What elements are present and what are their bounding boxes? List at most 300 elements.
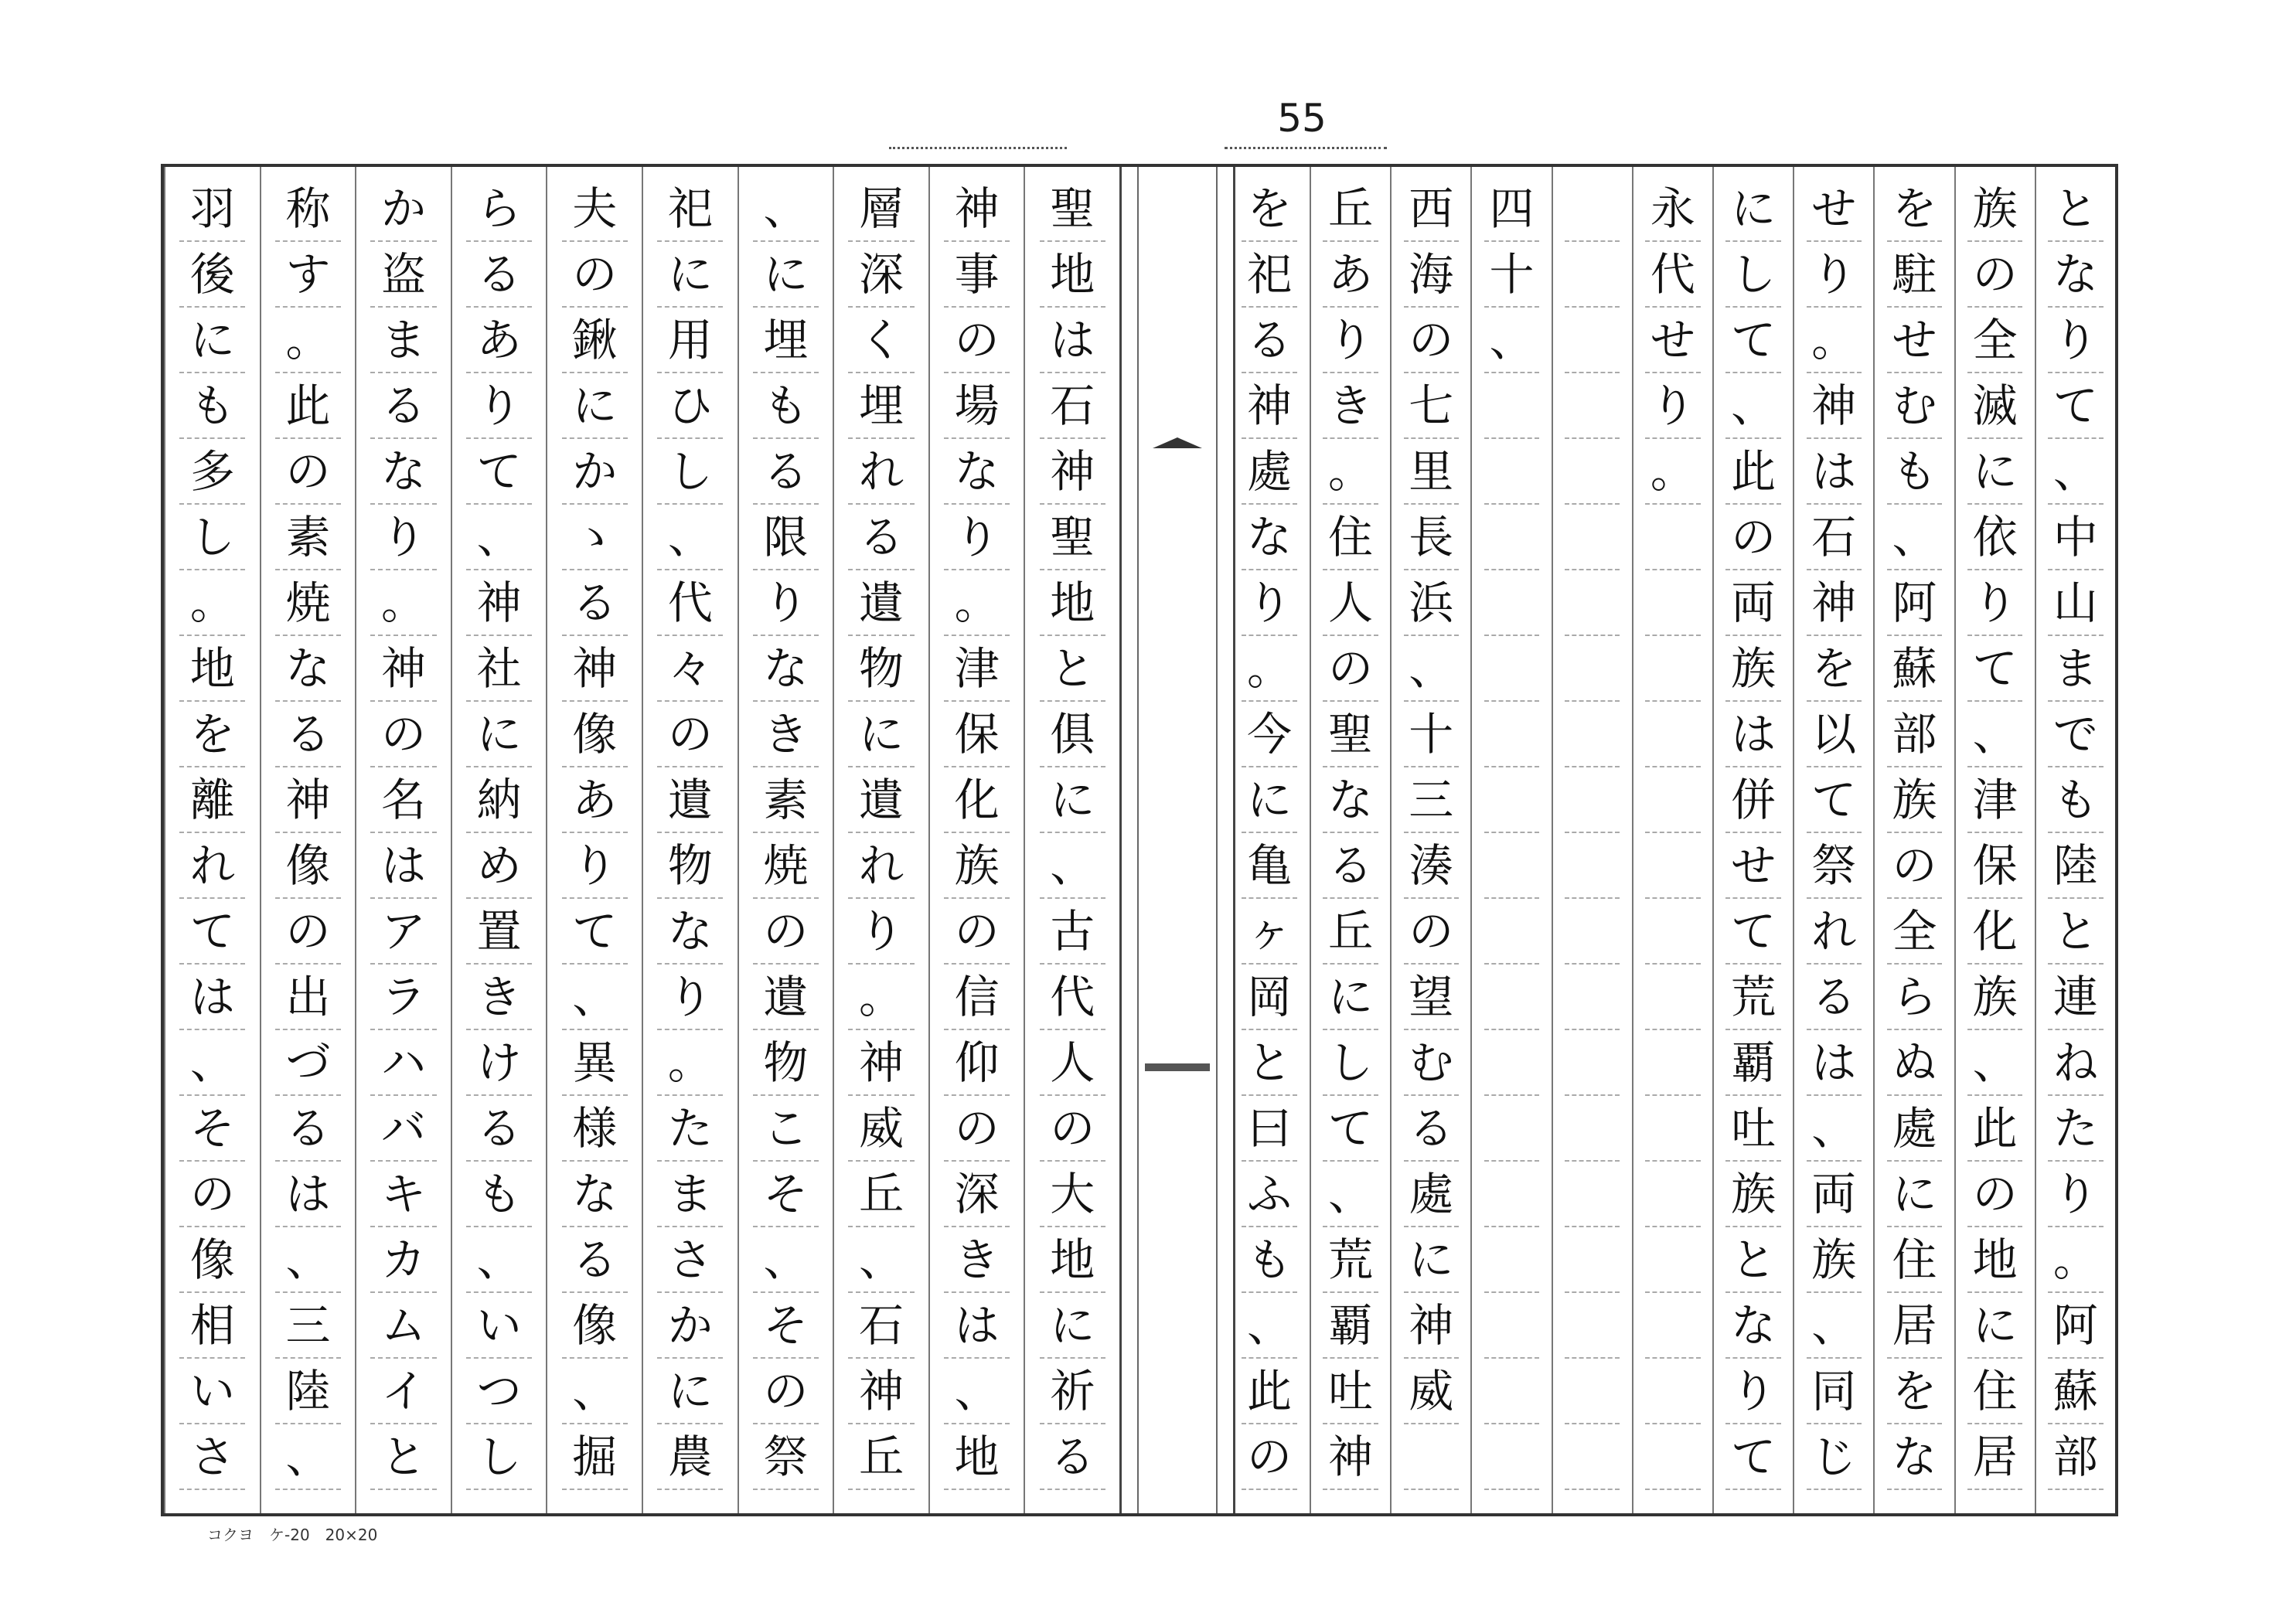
grid-cell: 名 — [370, 767, 436, 833]
grid-cell: た — [2048, 1096, 2104, 1162]
grid-cell: 居 — [1887, 1293, 1943, 1359]
grid-cell: る — [1242, 308, 1298, 373]
grid-cell: り — [2048, 308, 2104, 373]
grid-cell: ア — [370, 899, 436, 965]
grid-cell: も — [179, 373, 245, 439]
grid-cell — [1565, 1293, 1620, 1359]
grid-cell: に — [1725, 176, 1781, 242]
grid-cell: 像 — [275, 833, 341, 899]
grid-cell: 居 — [1967, 1424, 2023, 1490]
grid-cell: 像 — [562, 1293, 628, 1359]
grid-cell: る — [466, 242, 532, 308]
grid-cell: 住 — [1323, 505, 1378, 570]
grid-cell: 、 — [275, 1227, 341, 1293]
grid-cell — [1565, 702, 1620, 767]
grid-cell: 相 — [179, 1293, 245, 1359]
grid-cell: 掘 — [562, 1424, 628, 1490]
grid-cell: 全 — [1967, 308, 2023, 373]
grid-cell: い — [179, 1359, 245, 1424]
grid-cell — [1645, 570, 1701, 636]
grid-cell: 祀 — [1242, 242, 1298, 308]
grid-cell: 代 — [657, 570, 723, 636]
grid-cell: て — [1323, 1096, 1378, 1162]
grid-cell: に — [1040, 767, 1105, 833]
grid-cell: れ — [848, 439, 914, 505]
grid-cell: 多 — [179, 439, 245, 505]
center-spine — [1119, 167, 1235, 1513]
grid-cell: 置 — [466, 899, 532, 965]
grid-cell: し — [1323, 1030, 1378, 1096]
spine-line — [1137, 167, 1139, 1513]
grid-cell: 、 — [944, 1359, 1010, 1424]
grid-cell: バ — [370, 1096, 436, 1162]
grid-cell: 焼 — [753, 833, 819, 899]
grid-cell: 丘 — [1323, 899, 1378, 965]
grid-cell: 。 — [657, 1030, 723, 1096]
grid-cell: 陸 — [275, 1359, 341, 1424]
grid-cell: の — [1404, 899, 1460, 965]
grid-cell: 三 — [1404, 767, 1460, 833]
grid-cell: か — [370, 176, 436, 242]
grid-cell — [1645, 1162, 1701, 1227]
grid-cell — [1645, 965, 1701, 1030]
grid-cell: の — [1404, 308, 1460, 373]
grid-cell: と — [1242, 1030, 1298, 1096]
grid-cell: 覇 — [1725, 1030, 1781, 1096]
grid-cell: 祈 — [1040, 1359, 1105, 1424]
grid-cell: ゝ — [562, 505, 628, 570]
grid-cell: 化 — [1967, 899, 2023, 965]
grid-cell: 阿 — [2048, 1293, 2104, 1359]
grid-cell: 族 — [1725, 1162, 1781, 1227]
grid-cell: は — [1807, 439, 1862, 505]
grid-cell: 聖 — [1323, 702, 1378, 767]
grid-cell: の — [1725, 505, 1781, 570]
grid-cell: 両 — [1725, 570, 1781, 636]
grid-cell: 、 — [1404, 636, 1460, 702]
grid-cell: 族 — [1725, 636, 1781, 702]
grid-cell: 様 — [562, 1096, 628, 1162]
grid-cell: 中 — [2048, 505, 2104, 570]
grid-cell: 遺 — [753, 965, 819, 1030]
grid-cell: て — [1725, 308, 1781, 373]
grid-cell: 聖 — [1040, 505, 1105, 570]
grid-cell — [1484, 1227, 1540, 1293]
grid-cell: 、 — [848, 1227, 914, 1293]
grid-cell: り — [657, 965, 723, 1030]
grid-cell: も — [753, 373, 819, 439]
grid-cell: に — [1404, 1227, 1460, 1293]
grid-cell: 蘇 — [1887, 636, 1943, 702]
left-half-grid — [164, 167, 1119, 1513]
grid-cell — [1484, 767, 1540, 833]
grid-cell: の — [275, 899, 341, 965]
grid-cell: 異 — [562, 1030, 628, 1096]
grid-cell: り — [1323, 308, 1378, 373]
grid-cell: 埋 — [753, 308, 819, 373]
grid-cell: 荒 — [1323, 1227, 1378, 1293]
grid-cell: 神 — [848, 1030, 914, 1096]
grid-cell: と — [370, 1424, 436, 1490]
grid-cell: に — [466, 702, 532, 767]
grid-cell: 全 — [1887, 899, 1943, 965]
grid-cell: 化 — [944, 767, 1010, 833]
grid-cell: の — [944, 308, 1010, 373]
grid-cell: 滅 — [1967, 373, 2023, 439]
grid-cell: 用 — [657, 308, 723, 373]
grid-cell: 信 — [944, 965, 1010, 1030]
grid-cell: る — [1323, 833, 1378, 899]
grid-cell: 深 — [848, 242, 914, 308]
grid-cell: に — [1040, 1293, 1105, 1359]
grid-cell — [1484, 1359, 1540, 1424]
grid-cell: の — [944, 899, 1010, 965]
grid-cell: 。 — [1242, 636, 1298, 702]
grid-cell: け — [466, 1030, 532, 1096]
grid-cell: 、 — [1484, 308, 1540, 373]
grid-cell: を — [1887, 176, 1943, 242]
grid-cell: 像 — [179, 1227, 245, 1293]
right-half-grid — [1229, 167, 2115, 1513]
grid-cell: る — [370, 373, 436, 439]
grid-cell: カ — [370, 1227, 436, 1293]
grid-cell: 神 — [370, 636, 436, 702]
grid-cell — [1565, 570, 1620, 636]
grid-cell: 吐 — [1725, 1096, 1781, 1162]
grid-cell: ラ — [370, 965, 436, 1030]
grid-cell: き — [466, 965, 532, 1030]
grid-cell: 素 — [753, 767, 819, 833]
grid-cell — [1484, 1030, 1540, 1096]
grid-cell: 處 — [1242, 439, 1298, 505]
grid-cell: る — [466, 1096, 532, 1162]
grid-cell: さ — [657, 1227, 723, 1293]
grid-cell: る — [275, 702, 341, 767]
grid-cell: の — [753, 899, 819, 965]
page-number-underline-left — [889, 147, 1067, 149]
grid-cell: し — [1725, 242, 1781, 308]
grid-cell — [1404, 1424, 1460, 1490]
manuscript-column — [738, 167, 833, 1513]
grid-cell: に — [179, 308, 245, 373]
grid-cell — [1645, 1030, 1701, 1096]
grid-cell: 覇 — [1323, 1293, 1378, 1359]
grid-cell: 々 — [657, 636, 723, 702]
grid-cell — [1645, 505, 1701, 570]
grid-cell: 四 — [1484, 176, 1540, 242]
grid-cell: 石 — [1040, 373, 1105, 439]
grid-cell: 。 — [275, 308, 341, 373]
grid-cell: じ — [1807, 1424, 1862, 1490]
grid-cell: る — [1807, 965, 1862, 1030]
grid-cell — [1645, 899, 1701, 965]
grid-cell: て — [1807, 767, 1862, 833]
grid-cell: 威 — [848, 1096, 914, 1162]
grid-cell: の — [562, 242, 628, 308]
grid-cell: も — [466, 1162, 532, 1227]
grid-cell: 地 — [1040, 570, 1105, 636]
grid-cell: せ — [1725, 833, 1781, 899]
grid-cell: の — [1323, 636, 1378, 702]
grid-cell: ぬ — [1887, 1030, 1943, 1096]
grid-cell: な — [1725, 1293, 1781, 1359]
grid-cell: 陸 — [2048, 833, 2104, 899]
grid-cell: 住 — [1967, 1359, 2023, 1424]
grid-cell: 遺 — [657, 767, 723, 833]
grid-cell: 神 — [562, 636, 628, 702]
grid-cell — [1484, 373, 1540, 439]
grid-cell: 保 — [1967, 833, 2023, 899]
grid-cell: 里 — [1404, 439, 1460, 505]
grid-cell: て — [1967, 636, 2023, 702]
grid-cell: ま — [657, 1162, 723, 1227]
grid-cell — [1565, 439, 1620, 505]
grid-cell: 地 — [1967, 1227, 2023, 1293]
grid-cell: 地 — [944, 1424, 1010, 1490]
grid-cell: な — [1242, 505, 1298, 570]
grid-cell: の — [275, 439, 341, 505]
grid-cell: か — [657, 1293, 723, 1359]
grid-cell: 、 — [1807, 1096, 1862, 1162]
grid-cell: る — [1404, 1096, 1460, 1162]
grid-cell: り — [848, 899, 914, 965]
grid-cell: 神 — [1404, 1293, 1460, 1359]
grid-cell: と — [1040, 636, 1105, 702]
grid-cell: む — [1887, 373, 1943, 439]
manuscript-column — [2035, 167, 2115, 1513]
grid-cell: の — [1040, 1096, 1105, 1162]
grid-cell: は — [370, 833, 436, 899]
grid-cell: な — [562, 1162, 628, 1227]
grid-cell: 族 — [1887, 767, 1943, 833]
grid-cell — [1645, 767, 1701, 833]
grid-cell: て — [1725, 899, 1781, 965]
grid-cell: る — [562, 1227, 628, 1293]
spine-mark — [1145, 1063, 1210, 1071]
grid-cell: る — [275, 1096, 341, 1162]
grid-cell — [1645, 1293, 1701, 1359]
grid-cell: そ — [753, 1162, 819, 1227]
grid-cell: 山 — [2048, 570, 2104, 636]
grid-cell: れ — [179, 833, 245, 899]
grid-cell — [1565, 1162, 1620, 1227]
grid-cell: も — [1242, 1227, 1298, 1293]
grid-cell: 。 — [370, 570, 436, 636]
grid-cell: 十 — [1404, 702, 1460, 767]
grid-cell: 祀 — [657, 176, 723, 242]
page-number-underline-right — [1225, 147, 1387, 149]
manuscript-column — [1712, 167, 1793, 1513]
grid-cell: 荒 — [1725, 965, 1781, 1030]
grid-cell: の — [1887, 833, 1943, 899]
grid-cell: 、 — [179, 1030, 245, 1096]
grid-cell: て — [2048, 373, 2104, 439]
grid-cell: 丘 — [1323, 176, 1378, 242]
grid-cell — [1565, 833, 1620, 899]
grid-cell: 駐 — [1887, 242, 1943, 308]
grid-cell: 神 — [1323, 1424, 1378, 1490]
grid-cell: さ — [179, 1424, 245, 1490]
grid-cell: 地 — [1040, 242, 1105, 308]
grid-cell: あ — [466, 308, 532, 373]
grid-cell: 部 — [1887, 702, 1943, 767]
grid-cell: 阿 — [1887, 570, 1943, 636]
grid-cell: は — [1725, 702, 1781, 767]
grid-cell: 、 — [1887, 505, 1943, 570]
grid-cell: こ — [753, 1096, 819, 1162]
grid-cell: 事 — [944, 242, 1010, 308]
grid-cell: る — [848, 505, 914, 570]
grid-cell: 處 — [1404, 1162, 1460, 1227]
grid-cell: 羽 — [179, 176, 245, 242]
grid-cell: 西 — [1404, 176, 1460, 242]
grid-cell: な — [1323, 767, 1378, 833]
grid-cell: に — [657, 1359, 723, 1424]
grid-cell — [1565, 242, 1620, 308]
grid-cell: は — [944, 1293, 1010, 1359]
grid-cell: 蘇 — [2048, 1359, 2104, 1424]
manuscript-column — [1632, 167, 1712, 1513]
grid-cell: 同 — [1807, 1359, 1862, 1424]
grid-cell: 。 — [848, 965, 914, 1030]
manuscript-column — [260, 167, 356, 1513]
grid-cell: 併 — [1725, 767, 1781, 833]
grid-cell: て — [179, 899, 245, 965]
grid-cell: 長 — [1404, 505, 1460, 570]
grid-cell: も — [1887, 439, 1943, 505]
grid-cell: イ — [370, 1359, 436, 1424]
grid-cell: 此 — [1725, 439, 1781, 505]
grid-cell: 遺 — [848, 570, 914, 636]
grid-cell: 丘 — [848, 1424, 914, 1490]
grid-cell: き — [944, 1227, 1010, 1293]
manuscript-column — [1024, 167, 1119, 1513]
grid-cell: ね — [2048, 1030, 2104, 1096]
grid-cell: は — [1040, 308, 1105, 373]
grid-cell — [1484, 1424, 1540, 1490]
manuscript-column — [1229, 167, 1310, 1513]
grid-cell: 、 — [275, 1424, 341, 1490]
grid-cell: を — [1887, 1359, 1943, 1424]
grid-cell: 人 — [1323, 570, 1378, 636]
manuscript-sheet — [161, 164, 2118, 1516]
grid-cell: 七 — [1404, 373, 1460, 439]
grid-cell — [1565, 965, 1620, 1030]
grid-cell — [1484, 636, 1540, 702]
grid-cell: 古 — [1040, 899, 1105, 965]
manuscript-column — [1470, 167, 1551, 1513]
grid-cell: ら — [466, 176, 532, 242]
grid-cell: め — [466, 833, 532, 899]
grid-cell: せ — [1645, 308, 1701, 373]
grid-cell: 石 — [1807, 505, 1862, 570]
grid-cell: 称 — [275, 176, 341, 242]
grid-cell: す — [275, 242, 341, 308]
grid-cell: つ — [466, 1359, 532, 1424]
grid-cell: あ — [1323, 242, 1378, 308]
grid-cell: の — [1967, 1162, 2023, 1227]
grid-cell: い — [466, 1293, 532, 1359]
grid-cell: 仰 — [944, 1030, 1010, 1096]
grid-cell: り — [1807, 242, 1862, 308]
grid-cell: に — [1967, 439, 2023, 505]
grid-cell: 、 — [753, 1227, 819, 1293]
grid-cell: 。 — [179, 570, 245, 636]
grid-cell: ひ — [657, 373, 723, 439]
grid-cell — [1565, 505, 1620, 570]
grid-cell: 岡 — [1242, 965, 1298, 1030]
grid-cell: り — [466, 373, 532, 439]
grid-cell — [1645, 1424, 1701, 1490]
grid-cell: 、 — [2048, 439, 2104, 505]
grid-cell: か — [562, 439, 628, 505]
grid-cell: づ — [275, 1030, 341, 1096]
grid-cell: あ — [562, 767, 628, 833]
grid-cell: 浜 — [1404, 570, 1460, 636]
grid-cell: せ — [1807, 176, 1862, 242]
grid-cell: 津 — [1967, 767, 2023, 833]
grid-cell: 物 — [753, 1030, 819, 1096]
grid-cell: 、 — [1040, 833, 1105, 899]
grid-cell: 代 — [1645, 242, 1701, 308]
grid-cell: な — [275, 636, 341, 702]
manuscript-column — [1873, 167, 1954, 1513]
grid-cell: 夫 — [562, 176, 628, 242]
grid-cell: 離 — [179, 767, 245, 833]
manuscript-column — [833, 167, 928, 1513]
manuscript-column — [1310, 167, 1390, 1513]
grid-cell: 、 — [562, 1359, 628, 1424]
grid-cell: ら — [1887, 965, 1943, 1030]
grid-cell — [1484, 439, 1540, 505]
grid-cell: り — [2048, 1162, 2104, 1227]
grid-cell: 住 — [1887, 1227, 1943, 1293]
grid-cell — [1565, 308, 1620, 373]
grid-cell: に — [562, 373, 628, 439]
grid-cell: 物 — [848, 636, 914, 702]
grid-cell: て — [466, 439, 532, 505]
grid-cell — [1484, 833, 1540, 899]
grid-cell: 層 — [848, 176, 914, 242]
grid-cell: 以 — [1807, 702, 1862, 767]
grid-cell: で — [2048, 702, 2104, 767]
grid-cell: 俱 — [1040, 702, 1105, 767]
grid-cell: 威 — [1404, 1359, 1460, 1424]
grid-cell — [1565, 1030, 1620, 1096]
grid-cell: 鍬 — [562, 308, 628, 373]
grid-cell: の — [370, 702, 436, 767]
grid-cell: 亀 — [1242, 833, 1298, 899]
grid-cell: の — [944, 1096, 1010, 1162]
grid-cell: り — [370, 505, 436, 570]
grid-cell: 今 — [1242, 702, 1298, 767]
grid-cell: 神 — [1040, 439, 1105, 505]
grid-cell: 族 — [1967, 176, 2023, 242]
grid-cell: 納 — [466, 767, 532, 833]
grid-cell: 深 — [944, 1162, 1010, 1227]
grid-cell: と — [2048, 176, 2104, 242]
grid-cell: 聖 — [1040, 176, 1105, 242]
grid-cell: 神 — [1807, 570, 1862, 636]
grid-cell: な — [944, 439, 1010, 505]
grid-cell: 族 — [1807, 1227, 1862, 1293]
grid-cell: 處 — [1887, 1096, 1943, 1162]
grid-cell: 十 — [1484, 242, 1540, 308]
grid-cell: 、 — [466, 1227, 532, 1293]
grid-cell: 丘 — [848, 1162, 914, 1227]
grid-cell: に — [753, 242, 819, 308]
grid-cell: 。 — [2048, 1227, 2104, 1293]
